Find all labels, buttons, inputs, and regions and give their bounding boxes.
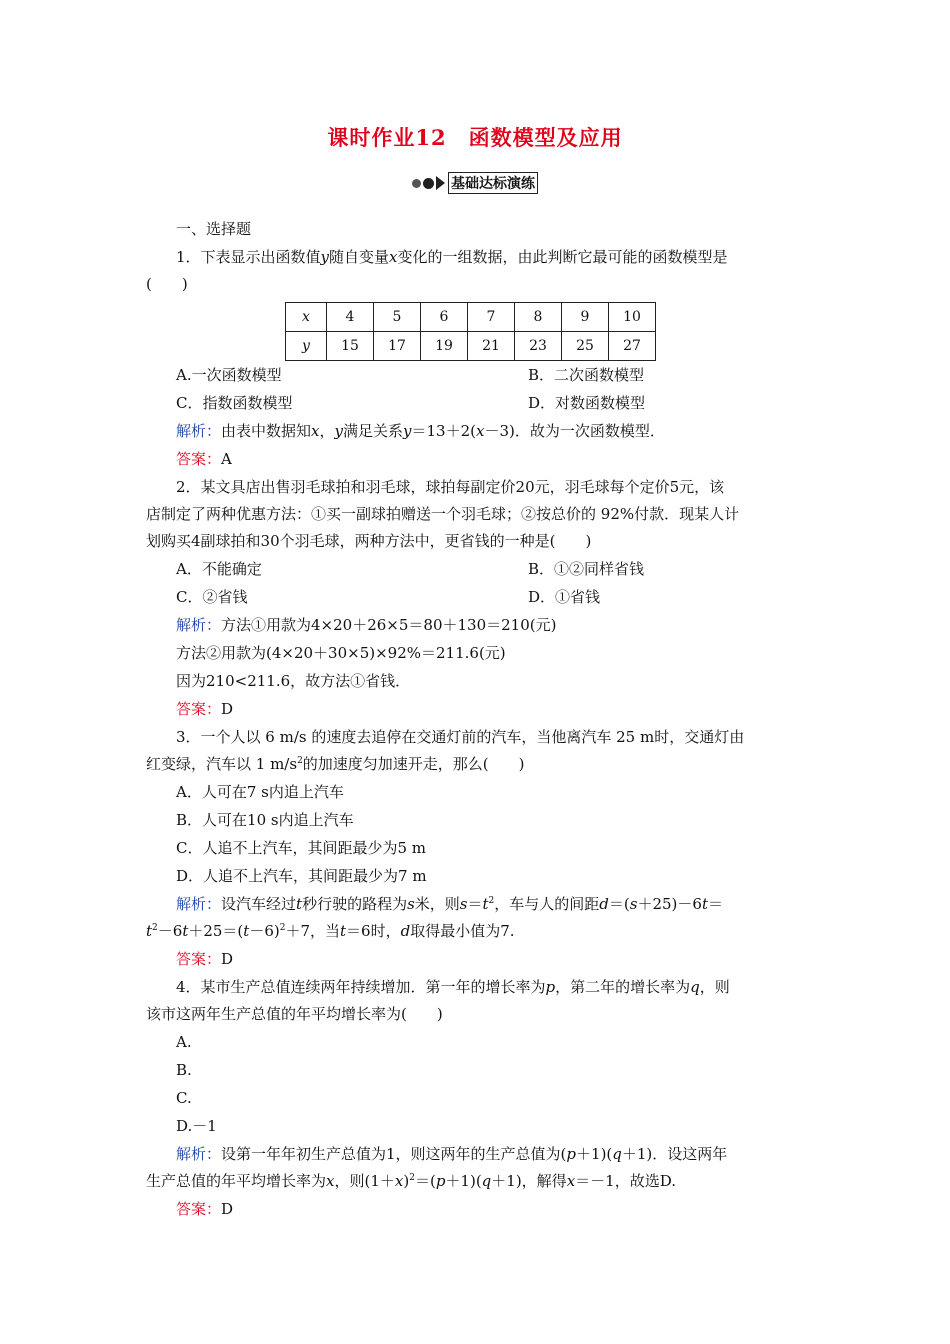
var: t bbox=[146, 922, 153, 940]
table-cell: 6 bbox=[421, 303, 468, 332]
q3-analysis-line2 bbox=[146, 921, 515, 941]
var: t bbox=[701, 895, 708, 913]
text: ＝ bbox=[707, 895, 723, 913]
table-cell: 19 bbox=[421, 332, 468, 361]
table-cell: 7 bbox=[468, 303, 515, 332]
answer-label: 答案： bbox=[176, 450, 222, 468]
text: 1．下表显示出函数值 bbox=[176, 248, 321, 266]
q3-analysis-line1 bbox=[176, 894, 723, 914]
table-cell: 17 bbox=[374, 332, 421, 361]
superscript: 2 bbox=[297, 756, 303, 766]
text: ＋7，当 bbox=[285, 922, 341, 940]
text: ＋25)－6 bbox=[637, 895, 702, 913]
var: t bbox=[182, 922, 189, 940]
var: s bbox=[629, 895, 638, 913]
answer-value: D bbox=[221, 950, 234, 968]
q4-stem-line2: 该市这两年生产总值的年平均增长率为( ) bbox=[146, 1005, 443, 1023]
text: －6) bbox=[249, 922, 280, 940]
table-cell: 5 bbox=[374, 303, 421, 332]
q2-stem-line1: 2．某文具店出售羽毛球拍和羽毛球，球拍每副定价20元，羽毛球每个定价5元，该 bbox=[176, 478, 725, 496]
superscript: 2 bbox=[488, 896, 495, 906]
text: ＝13＋2( bbox=[411, 422, 476, 440]
q2-stem-line3: 划购买4副球拍和30个羽毛球，两种方法中，更省钱的一种是( ) bbox=[146, 532, 592, 550]
page-title: 课时作业12 函数模型及应用 bbox=[327, 125, 623, 150]
q4-option-a: A. bbox=[176, 1033, 192, 1051]
analysis-label: 解析： bbox=[176, 616, 222, 634]
answer-value: A bbox=[221, 450, 232, 468]
q1-option-b: B．二次函数模型 bbox=[528, 366, 645, 384]
q4-option-d: D.－1 bbox=[176, 1117, 217, 1135]
q4-answer bbox=[176, 1199, 233, 1219]
table-cell: 10 bbox=[609, 303, 656, 332]
var: y bbox=[334, 422, 343, 440]
var: t bbox=[243, 922, 250, 940]
text: ，则 bbox=[699, 978, 730, 996]
q1-answer bbox=[176, 449, 232, 469]
text: ＋1)( bbox=[576, 1145, 613, 1163]
q4-option-c: C. bbox=[176, 1089, 192, 1107]
q2-option-d: D．①省钱 bbox=[528, 588, 601, 606]
answer-value: D bbox=[221, 700, 234, 718]
q3-stem-line1: 3．一个人以 6 m/s 的速度去追停在交通灯前的汽车，当他离汽车 25 m时，交通灯由 bbox=[176, 728, 745, 746]
text: ＝ bbox=[467, 895, 483, 913]
var: d bbox=[400, 922, 411, 940]
table-cell: 8 bbox=[515, 303, 562, 332]
q2-stem-line2: 店制定了两种优惠方法：①买一副球拍赠送一个羽毛球；②按总价的 92%付款．现某人计 bbox=[146, 505, 740, 523]
text: ＝( bbox=[414, 1172, 436, 1190]
var: q bbox=[481, 1172, 492, 1190]
var: x bbox=[394, 1172, 404, 1190]
q1-stem-line2: ( ) bbox=[146, 275, 188, 293]
q2-option-c: C．②省钱 bbox=[176, 588, 248, 606]
text: －3)．故为一次函数模型． bbox=[484, 422, 665, 440]
var: t bbox=[296, 895, 303, 913]
text: 米，则 bbox=[414, 895, 460, 913]
text: 由表中数据知 bbox=[221, 422, 312, 440]
text: 满足关系 bbox=[343, 422, 404, 440]
var: x bbox=[326, 1172, 335, 1190]
var: p bbox=[435, 1172, 446, 1190]
text: 4．某市生产总值连续两年持续增加．第一年的增长率为 bbox=[176, 978, 546, 996]
q2-analysis-line2: 方法②用款为(4×20＋30×5)×92%＝211.6(元) bbox=[176, 644, 506, 662]
superscript: 2 bbox=[279, 923, 286, 933]
analysis-label: 解析： bbox=[176, 422, 222, 440]
table-cell: 23 bbox=[515, 332, 562, 361]
table-row bbox=[286, 332, 656, 361]
text: ＋1)，解得 bbox=[491, 1172, 567, 1190]
q3-option-b: B．人可在10 s内追上汽车 bbox=[176, 811, 354, 829]
dot-icon bbox=[412, 179, 421, 188]
q2-analysis-line1 bbox=[176, 615, 556, 635]
q3-answer bbox=[176, 949, 233, 969]
text: 设汽车经过 bbox=[221, 895, 297, 913]
text: ＝6时， bbox=[346, 922, 401, 940]
text: 的加速度匀加速开走，那么( ) bbox=[302, 755, 525, 773]
text: 生产总值的年平均增长率为 bbox=[146, 1172, 327, 1190]
var: y bbox=[320, 248, 330, 266]
answer-label: 答案： bbox=[176, 700, 222, 718]
text: ＋1)．设这两年 bbox=[621, 1145, 728, 1163]
q4-option-b: B. bbox=[176, 1061, 192, 1079]
q2-answer bbox=[176, 699, 233, 719]
var: t bbox=[340, 922, 347, 940]
table-cell: 4 bbox=[327, 303, 374, 332]
q3-option-d: D．人追不上汽车，其间距最少为7 m bbox=[176, 867, 427, 885]
text: ， bbox=[319, 422, 335, 440]
text: ，车与人的间距 bbox=[494, 895, 600, 913]
var: q bbox=[690, 978, 700, 996]
analysis-label: 解析： bbox=[176, 895, 222, 913]
q4-analysis-line2 bbox=[146, 1171, 676, 1191]
answer-value: D bbox=[221, 1200, 234, 1218]
var: t bbox=[482, 895, 489, 913]
answer-label: 答案： bbox=[176, 950, 222, 968]
text: 取得最小值为7. bbox=[410, 922, 515, 940]
text: 秒行驶的路程为 bbox=[302, 895, 408, 913]
text: ，则(1＋ bbox=[334, 1172, 395, 1190]
var: s bbox=[459, 895, 468, 913]
var: q bbox=[612, 1145, 622, 1163]
q1-stem bbox=[176, 247, 728, 267]
banner-label: 基础达标演练 bbox=[448, 172, 538, 194]
text: 红变绿，汽车以 1 m/s bbox=[146, 755, 298, 773]
q3-stem-line2 bbox=[146, 754, 525, 774]
text: ) bbox=[403, 1172, 410, 1190]
q2-analysis-line3: 因为210<211.6，故方法①省钱． bbox=[176, 672, 411, 690]
var: x bbox=[311, 422, 320, 440]
q1-option-c: C．指数函数模型 bbox=[176, 394, 293, 412]
text: ，第二年的增长率为 bbox=[555, 978, 691, 996]
table-row bbox=[286, 303, 656, 332]
q2-option-a: A．不能确定 bbox=[176, 560, 262, 578]
var: x bbox=[475, 422, 485, 440]
text: 方法①用款为4×20＋26×5＝80＋130＝210(元) bbox=[221, 616, 557, 634]
q2-option-b: B．①②同样省钱 bbox=[528, 560, 645, 578]
q1-data-table bbox=[285, 302, 656, 361]
dot-icon bbox=[423, 178, 434, 189]
table-header-x: x bbox=[286, 303, 327, 332]
section-banner bbox=[0, 172, 950, 194]
text: 随自变量 bbox=[329, 248, 390, 266]
table-cell: 25 bbox=[562, 332, 609, 361]
answer-label: 答案： bbox=[176, 1200, 222, 1218]
var: p bbox=[545, 978, 556, 996]
text: ＝－1，故选D. bbox=[575, 1172, 676, 1190]
superscript: 2 bbox=[152, 923, 158, 933]
q3-option-c: C．人追不上汽车，其间距最少为5 m bbox=[176, 839, 427, 857]
q1-option-a: A.一次函数模型 bbox=[176, 366, 282, 384]
var: d bbox=[599, 895, 609, 913]
q4-stem-line1 bbox=[176, 977, 730, 997]
q1-option-d: D．对数函数模型 bbox=[528, 394, 646, 412]
text: 变化的一组数据，由此判断它最可能的函数模型是 bbox=[397, 248, 728, 266]
superscript: 2 bbox=[409, 1173, 415, 1183]
analysis-label: 解析： bbox=[176, 1145, 222, 1163]
var: y bbox=[403, 422, 412, 440]
q1-analysis bbox=[176, 421, 665, 441]
var: p bbox=[566, 1145, 577, 1163]
q3-option-a: A．人可在7 s内追上汽车 bbox=[176, 783, 344, 801]
table-cell: 27 bbox=[609, 332, 656, 361]
table-cell: 15 bbox=[327, 332, 374, 361]
text: ＝( bbox=[608, 895, 630, 913]
var: x bbox=[566, 1172, 576, 1190]
table-cell: 9 bbox=[562, 303, 609, 332]
text: 设第一年年初生产总值为1，则这两年的生产总值为( bbox=[221, 1145, 567, 1163]
var: x bbox=[389, 248, 398, 266]
text: ＋25＝( bbox=[188, 922, 244, 940]
text: ＋1)( bbox=[445, 1172, 482, 1190]
arrow-right-icon bbox=[436, 176, 445, 190]
var: s bbox=[407, 895, 415, 913]
q4-analysis-line1 bbox=[176, 1144, 727, 1164]
table-cell: 21 bbox=[468, 332, 515, 361]
text: －6 bbox=[157, 922, 183, 940]
table-header-y: y bbox=[286, 332, 327, 361]
section-heading: 一、选择题 bbox=[176, 220, 252, 238]
